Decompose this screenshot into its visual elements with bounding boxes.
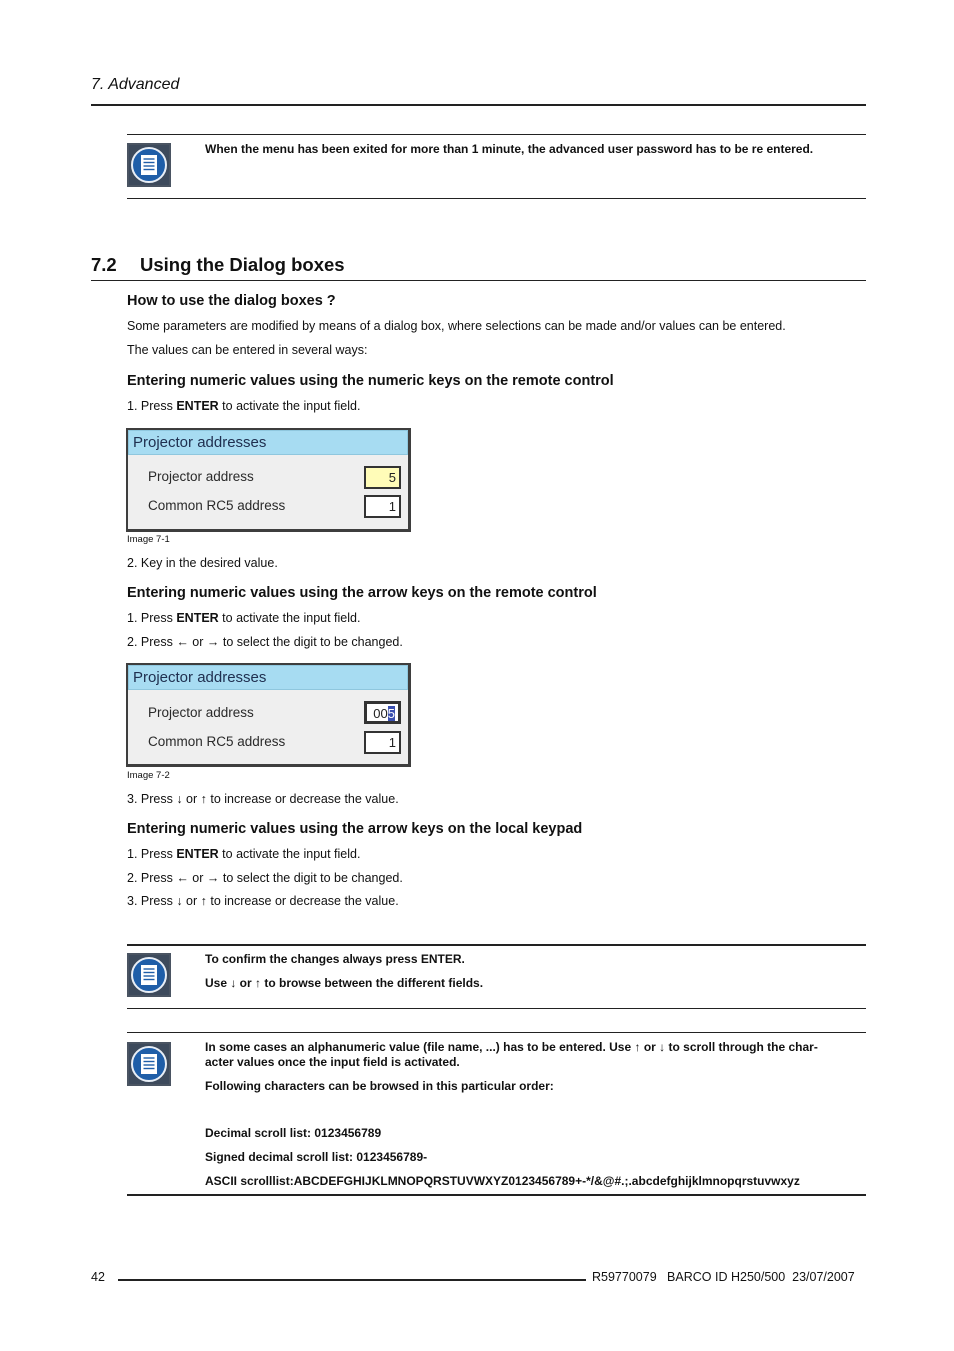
method3-heading: Entering numeric values using the arrow keys on the local keypad: [127, 821, 583, 837]
dialog-body: [128, 690, 408, 764]
method1-step2: 2. Key in the desired value.: [127, 556, 278, 570]
note1-bottom-rule: [127, 198, 866, 199]
dialog-title: Projector addresses: [128, 430, 408, 455]
projector-address-label: Projector address: [148, 705, 254, 720]
howto-para1: Some parameters are modified by means of a dialog box, where selections can be made and/or values can be entered.: [127, 319, 786, 333]
dialog-projector-addresses-2: [126, 663, 411, 767]
rc5-address-input[interactable]: 1: [364, 495, 401, 518]
footer-rule: [118, 1279, 586, 1281]
note3-line1a: In some cases an alphanumeric value (file name, ...) has to be entered. Use ↑ or ↓ to scroll through the char-: [205, 1040, 818, 1054]
step-text: to activate the input field.: [218, 847, 361, 861]
chapter-heading: 7. Advanced: [91, 76, 180, 93]
method2-step1: [127, 611, 360, 625]
method2-heading: Entering numeric values using the arrow keys on the remote control: [127, 585, 597, 601]
rc5-address-label: Common RC5 address: [148, 498, 286, 513]
note2-top-rule: [127, 944, 866, 946]
note2-line1: To confirm the changes always press ENTER.: [205, 952, 465, 966]
section-title: [91, 254, 345, 276]
step-key: ENTER: [176, 399, 219, 413]
method3-step3: 3. Press ↓ or ↑ to increase or decrease the value.: [127, 894, 399, 908]
dialog-projector-addresses-1: [126, 428, 411, 532]
projector-address-input[interactable]: [364, 701, 401, 724]
note3-line1b: acter values once the input field is activated.: [205, 1055, 460, 1069]
section-number: 7.2: [91, 254, 117, 275]
method1-step1: [127, 399, 360, 413]
dialog-title: Projector addresses: [128, 665, 408, 690]
dialog-body: [128, 455, 408, 529]
note1-top-rule: [127, 134, 866, 135]
note3-bottom-rule: [127, 1194, 866, 1196]
projector-address-label: Projector address: [148, 469, 254, 484]
section-title-text: Using the Dialog boxes: [140, 254, 345, 275]
header-rule: [91, 104, 866, 106]
step-text: 1. Press: [127, 399, 177, 413]
note3-line2: Following characters can be browsed in this particular order:: [205, 1079, 554, 1093]
note2-line2: Use ↓ or ↑ to browse between the different fields.: [205, 976, 484, 990]
rc5-address-input[interactable]: 1: [364, 731, 401, 754]
method1-heading: Entering numeric values using the numeric keys on the remote control: [127, 373, 614, 389]
rc5-address-label: Common RC5 address: [148, 734, 286, 749]
method3-step2: 2. Press ← or → to select the digit to be changed.: [127, 871, 403, 885]
howto-para2: The values can be entered in several ways:: [127, 343, 368, 357]
note3-line4: Signed decimal scroll list: 0123456789-: [205, 1150, 428, 1164]
howto-heading: How to use the dialog boxes ?: [127, 293, 336, 309]
note3-top-rule: [127, 1032, 866, 1033]
note-icon: [127, 1042, 171, 1086]
note3-line5: ASCII scrolllist:ABCDEFGHIJKLMNOPQRSTUVWXYZ0123456789+-*/&@#.;.abcdefghijklmnopqrstuvwxyz: [205, 1174, 800, 1188]
page-number: 42: [91, 1270, 105, 1284]
note2-bottom-rule: [127, 1008, 866, 1009]
step-text: to activate the input field.: [218, 399, 361, 413]
footer-docinfo: R59770079 BARCO ID H250/500 23/07/2007: [592, 1270, 855, 1284]
value-cursor-digit: 5: [387, 706, 395, 721]
note3-line3: Decimal scroll list: 0123456789: [205, 1126, 382, 1140]
method3-step1: [127, 847, 360, 861]
method2-step3: 3. Press ↓ or ↑ to increase or decrease the value.: [127, 792, 399, 806]
image-caption-2: Image 7-2: [127, 770, 170, 781]
step-key: ENTER: [176, 611, 219, 625]
value-fixed-digits: 00: [373, 706, 388, 721]
step-key: ENTER: [176, 847, 219, 861]
step-text: 1. Press: [127, 847, 177, 861]
section-rule: [91, 280, 866, 281]
note-icon: [127, 143, 171, 187]
projector-address-input[interactable]: 5: [364, 466, 401, 489]
step-text: to activate the input field.: [218, 611, 361, 625]
image-caption-1: Image 7-1: [127, 534, 170, 545]
note1-text: When the menu has been exited for more than 1 minute, the advanced user password has to be re entered.: [205, 142, 814, 156]
step-text: 1. Press: [127, 611, 177, 625]
method2-step2: 2. Press ← or → to select the digit to be changed.: [127, 635, 403, 649]
note-icon: [127, 953, 171, 997]
